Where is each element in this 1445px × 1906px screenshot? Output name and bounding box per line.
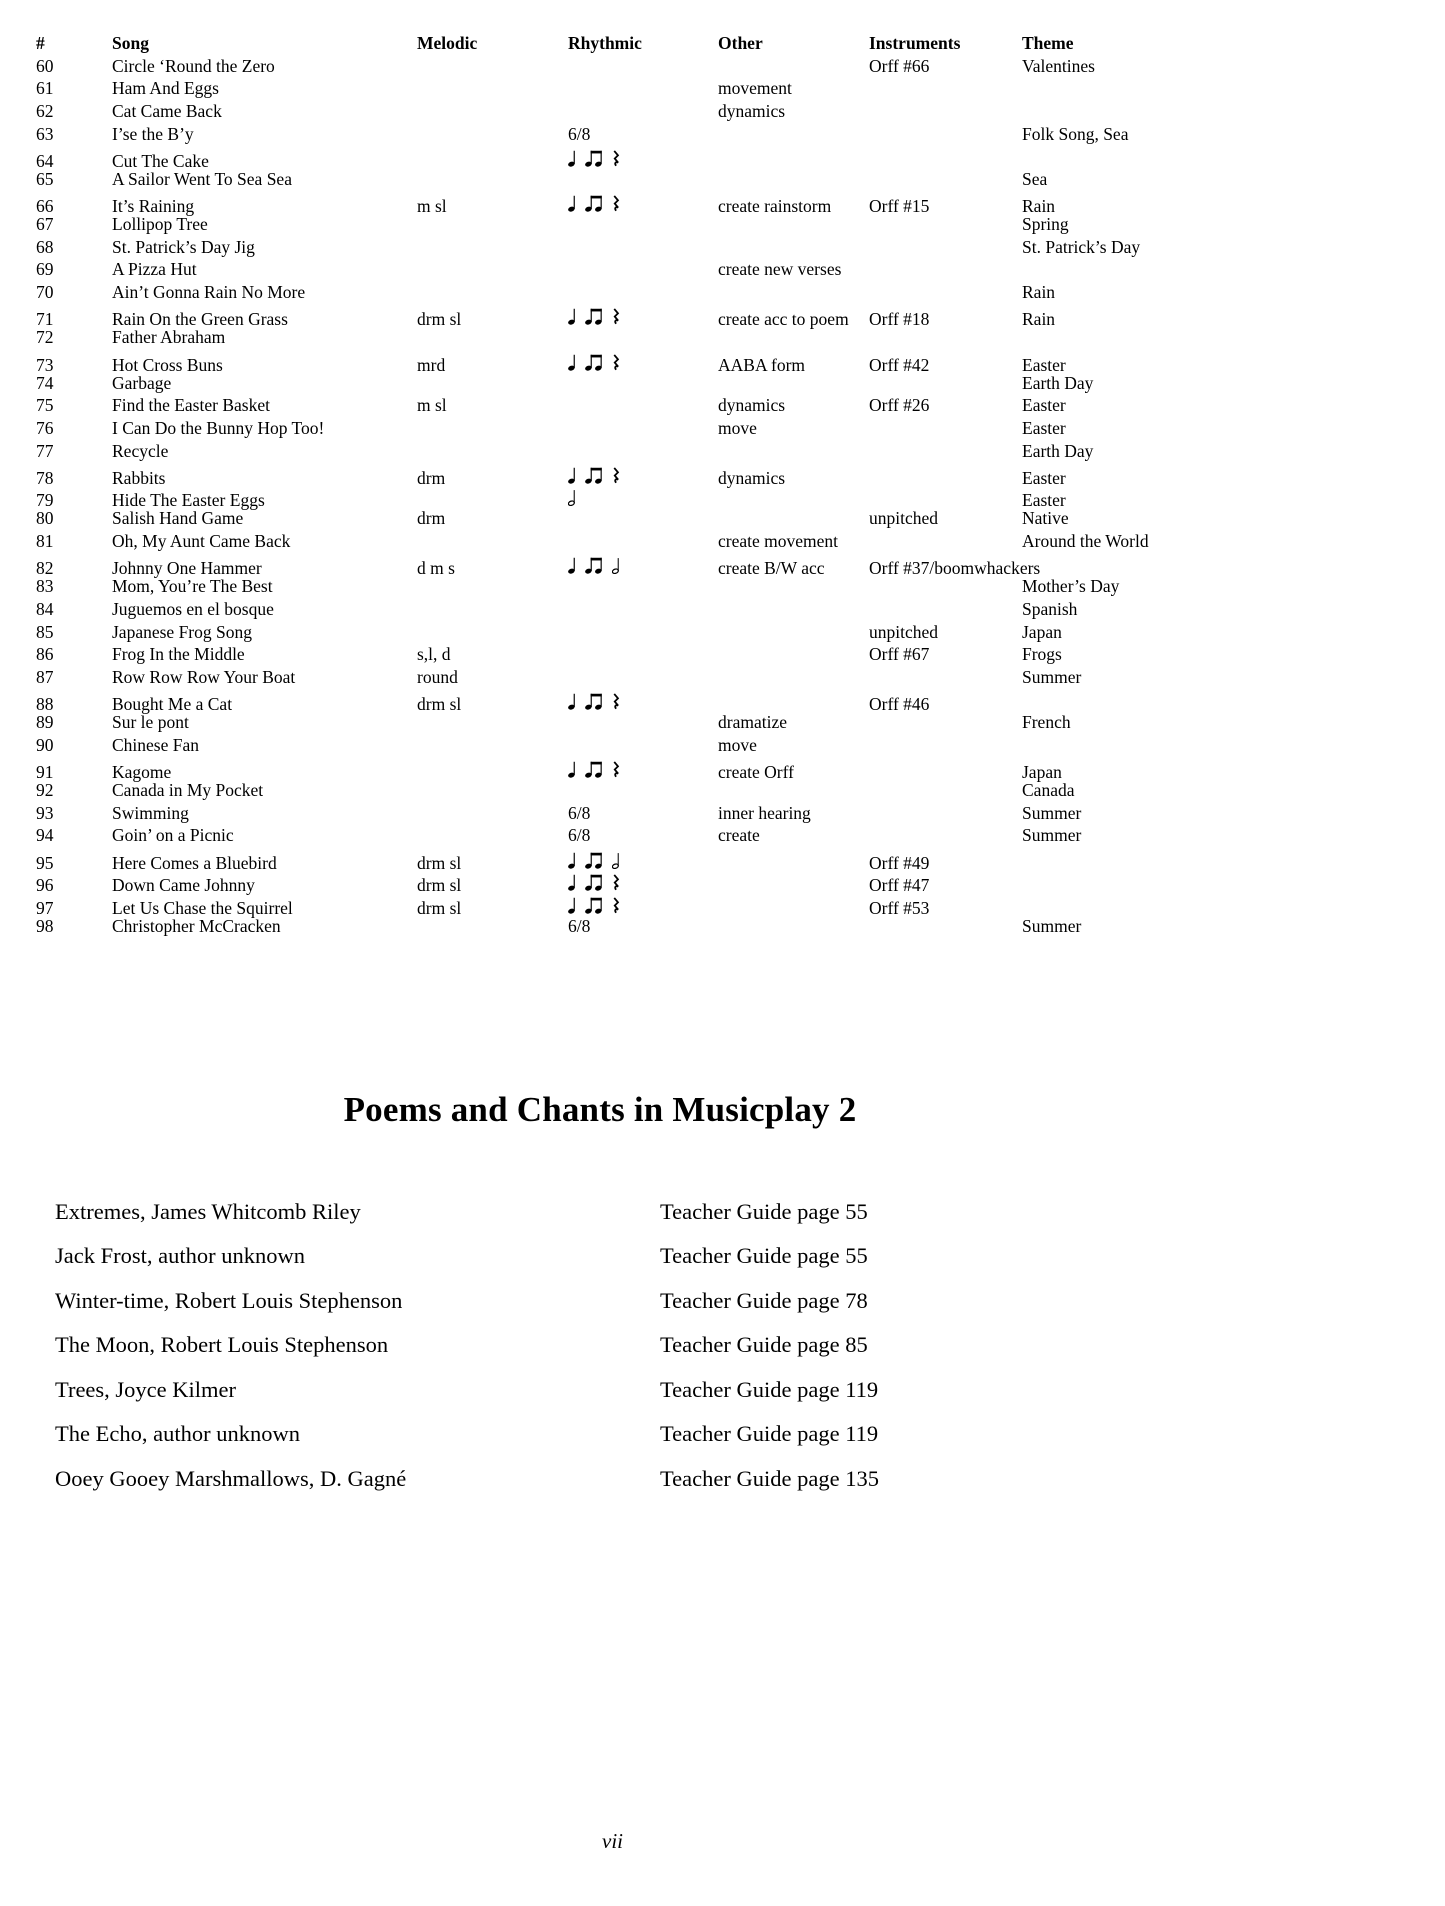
cell-other: AABA form [718, 354, 806, 375]
table-row [36, 168, 1425, 191]
cell-num: 77 [36, 440, 54, 461]
cell-theme: Sea [1022, 168, 1048, 189]
poem-page-ref: Teacher Guide page 78 [660, 1287, 868, 1313]
half-note-icon [612, 555, 620, 574]
cell-num: 67 [36, 214, 54, 235]
table-row [36, 417, 1425, 440]
cell-song-title: Johnny One Hammer [112, 558, 262, 579]
cell-theme: Easter [1022, 395, 1066, 416]
quarter-rest-icon [612, 691, 620, 710]
cell-num: 68 [36, 236, 54, 257]
cell-num: 65 [36, 168, 54, 189]
cell-song-title: Ain’t Gonna Rain No More [112, 282, 306, 303]
cell-theme: French [1022, 712, 1071, 733]
cell-rhythmic [568, 847, 718, 870]
cell-theme: Summer [1022, 666, 1082, 687]
cell-song-title: Garbage [112, 372, 172, 393]
cell-rhythmic [568, 462, 718, 485]
beamed-eighth-pair-icon [585, 306, 603, 325]
poem-page-ref: Teacher Guide page 119 [660, 1421, 879, 1447]
cell-song-title: Find the Easter Basket [112, 395, 270, 416]
songs-table-body [36, 55, 1425, 938]
cell-theme: Valentines [1022, 55, 1095, 76]
table-row [36, 77, 1425, 100]
quarter-note-icon [568, 759, 576, 778]
cell-num: 78 [36, 467, 54, 488]
cell-theme: Earth Day [1022, 372, 1094, 393]
poem-item [55, 1323, 1200, 1368]
cell-song-title: Hot Cross Buns [112, 354, 223, 375]
column-header-song: Song [112, 33, 149, 53]
poem-item [55, 1457, 1200, 1502]
cell-theme: Rain [1022, 309, 1056, 330]
column-header-theme: Theme [1022, 33, 1074, 53]
cell-song-title: Swimming [112, 802, 189, 823]
cell-song-title: St. Patrick’s Day Jig [112, 236, 255, 257]
quarter-note-icon [568, 895, 576, 914]
poem-page-ref: Teacher Guide page 119 [660, 1376, 879, 1402]
meter-signature: 6/8 [568, 123, 591, 144]
cell-theme: Easter [1022, 354, 1066, 375]
cell-theme: Summer [1022, 825, 1082, 846]
cell-num: 95 [36, 852, 54, 873]
cell-song-title: Frog In the Middle [112, 644, 245, 665]
table-row [36, 394, 1425, 417]
cell-num: 85 [36, 621, 54, 642]
column-header-rhythmic: Rhythmic [568, 33, 642, 53]
column-header-num: # [36, 33, 45, 53]
table-row [36, 145, 1425, 171]
cell-other: inner hearing [718, 802, 811, 823]
cell-rhythmic [568, 870, 718, 893]
cell-song-title: Kagome [112, 762, 172, 783]
cell-song-title: Circle ‘Round the Zero [112, 55, 275, 76]
quarter-note-icon [568, 555, 576, 574]
column-header-instruments: Instruments [869, 33, 961, 53]
cell-num: 87 [36, 666, 54, 687]
cell-num: 93 [36, 802, 54, 823]
table-row [36, 824, 1425, 847]
table-row [36, 100, 1425, 123]
quarter-rest-icon [612, 352, 620, 371]
cell-other: create [718, 825, 760, 846]
page [0, 32, 1445, 1906]
table-row [36, 757, 1425, 783]
cell-num: 62 [36, 100, 54, 121]
cell-song-title: Here Comes a Bluebird [112, 852, 277, 873]
cell-theme: Spring [1022, 214, 1069, 235]
cell-song-title: Ham And Eggs [112, 78, 219, 99]
beamed-eighth-pair-icon [585, 465, 603, 484]
cell-other: dramatize [718, 712, 787, 733]
cell-song-title: Row Row Row Your Boat [112, 666, 296, 687]
cell-instruments: Orff #15 [869, 196, 930, 217]
cell-theme: Japan [1022, 621, 1062, 642]
beamed-eighth-pair-icon [585, 193, 603, 212]
cell-rhythmic [568, 304, 718, 327]
table-row [36, 281, 1425, 304]
cell-instruments: Orff #26 [869, 395, 930, 416]
cell-instruments: Orff #18 [869, 309, 930, 330]
cell-instruments: Orff #46 [869, 694, 930, 715]
table-row [36, 666, 1425, 689]
quarter-rest-icon [612, 193, 620, 212]
cell-song-title: Canada in My Pocket [112, 780, 264, 801]
cell-theme: Easter [1022, 467, 1066, 488]
cell-theme: Folk Song, Sea [1022, 123, 1129, 144]
cell-num: 70 [36, 282, 54, 303]
cell-instruments: Orff #53 [869, 897, 930, 918]
table-row [36, 915, 1425, 938]
cell-instruments: Orff #42 [869, 354, 930, 375]
cell-song-title: Hide The Easter Eggs [112, 490, 265, 511]
cell-instruments: Orff #67 [869, 644, 930, 665]
cell-song-title: Sur le pont [112, 712, 189, 733]
cell-song-title: Rabbits [112, 467, 166, 488]
cell-instruments: Orff #66 [869, 55, 930, 76]
cell-theme: Spanish [1022, 599, 1078, 620]
cell-song-title: A Pizza Hut [112, 259, 197, 280]
cell-melodic: drm [417, 508, 446, 529]
cell-melodic: m sl [417, 196, 447, 217]
table-row [36, 123, 1425, 146]
poem-page-ref: Teacher Guide page 55 [660, 1243, 868, 1269]
cell-melodic: drm sl [417, 875, 462, 896]
cell-num: 80 [36, 508, 54, 529]
cell-song-title: Recycle [112, 440, 169, 461]
quarter-rest-icon [612, 872, 620, 891]
cell-melodic: drm sl [417, 309, 462, 330]
cell-rhythmic [568, 916, 718, 939]
cell-rhythmic [568, 825, 718, 848]
beamed-eighth-pair-icon [585, 759, 603, 778]
cell-num: 86 [36, 644, 54, 665]
cell-other: move [718, 734, 757, 755]
table-row [36, 621, 1425, 644]
cell-num: 73 [36, 354, 54, 375]
cell-song-title: Chinese Fan [112, 734, 200, 755]
quarter-rest-icon [612, 759, 620, 778]
cell-song-title: I Can Do the Bunny Hop Too! [112, 417, 325, 438]
cell-song-title: Juguemos en el bosque [112, 599, 274, 620]
cell-song-title: Salish Hand Game [112, 508, 244, 529]
meter-signature: 6/8 [568, 915, 591, 936]
cell-num: 89 [36, 712, 54, 733]
table-row [36, 711, 1425, 734]
cell-rhythmic [568, 892, 718, 915]
cell-theme: Rain [1022, 196, 1056, 217]
cell-theme: Summer [1022, 915, 1082, 936]
half-note-icon [568, 487, 576, 506]
cell-num: 92 [36, 780, 54, 801]
cell-melodic: d m s [417, 558, 455, 579]
cell-theme: Canada [1022, 780, 1075, 801]
beamed-eighth-pair-icon [585, 555, 603, 574]
cell-num: 69 [36, 259, 54, 280]
quarter-note-icon [568, 306, 576, 325]
poems-list [55, 1190, 1200, 1502]
table-row [36, 847, 1425, 873]
cell-instruments: Orff #49 [869, 852, 930, 873]
cell-rhythmic [568, 485, 718, 508]
cell-num: 63 [36, 123, 54, 144]
poem-title: Ooey Gooey Marshmallows, D. Gagné [55, 1465, 407, 1491]
cell-num: 64 [36, 150, 54, 171]
cell-num: 75 [36, 395, 54, 416]
cell-num: 94 [36, 825, 54, 846]
cell-num: 76 [36, 417, 54, 438]
poem-page-ref: Teacher Guide page 135 [660, 1465, 879, 1491]
cell-melodic: s,l, d [417, 644, 451, 665]
cell-song-title: Japanese Frog Song [112, 621, 252, 642]
poem-page-ref: Teacher Guide page 85 [660, 1332, 868, 1358]
beamed-eighth-pair-icon [585, 691, 603, 710]
quarter-note-icon [568, 850, 576, 869]
table-header-row [36, 32, 1425, 55]
cell-song-title: Father Abraham [112, 327, 226, 348]
beamed-eighth-pair-icon [585, 148, 603, 167]
meter-signature: 6/8 [568, 802, 591, 823]
table-row [36, 643, 1425, 666]
cell-rhythmic [568, 190, 718, 213]
poem-title: The Moon, Robert Louis Stephenson [55, 1332, 389, 1358]
cell-instruments: unpitched [869, 621, 939, 642]
table-row [36, 734, 1425, 757]
table-row [36, 190, 1425, 217]
cell-num: 82 [36, 558, 54, 579]
quarter-rest-icon [612, 306, 620, 325]
poem-title: Extremes, James Whitcomb Riley [55, 1198, 361, 1224]
quarter-note-icon [568, 148, 576, 167]
cell-num: 79 [36, 490, 54, 511]
column-header-melodic: Melodic [417, 33, 478, 53]
cell-rhythmic [568, 689, 718, 712]
table-row [36, 598, 1425, 621]
poem-title: Winter-time, Robert Louis Stephenson [55, 1287, 403, 1313]
cell-num: 81 [36, 531, 54, 552]
cell-song-title: Goin’ on a Picnic [112, 825, 234, 846]
table-row [36, 236, 1425, 259]
cell-other: movement [718, 78, 792, 99]
quarter-note-icon [568, 872, 576, 891]
quarter-rest-icon [612, 465, 620, 484]
cell-song-title: Bought Me a Cat [112, 694, 233, 715]
beamed-eighth-pair-icon [585, 895, 603, 914]
cell-other: create Orff [718, 762, 794, 783]
cell-melodic: m sl [417, 395, 447, 416]
cell-other: dynamics [718, 395, 786, 416]
table-row [36, 258, 1425, 281]
cell-theme: Easter [1022, 490, 1066, 511]
poem-title: Jack Frost, author unknown [55, 1243, 305, 1269]
cell-theme: Easter [1022, 417, 1066, 438]
poems-section-title: Poems and Chants in Musicplay 2 [343, 1089, 857, 1129]
cell-other: create acc to poem [718, 309, 849, 330]
cell-song-title: I’se the B’y [112, 123, 194, 144]
table-row [36, 530, 1425, 553]
quarter-note-icon [568, 465, 576, 484]
cell-theme: Frogs [1022, 644, 1062, 665]
cell-instruments: Orff #37/boomwhackers [869, 558, 1041, 579]
cell-theme: Summer [1022, 802, 1082, 823]
table-row [36, 507, 1425, 530]
table-row [36, 802, 1425, 825]
cell-num: 83 [36, 576, 54, 597]
cell-num: 60 [36, 55, 54, 76]
poem-item [55, 1190, 1200, 1235]
cell-num: 98 [36, 915, 54, 936]
cell-other: move [718, 417, 757, 438]
cell-num: 74 [36, 372, 54, 393]
songs-index-table [36, 32, 1425, 938]
column-header-other: Other [718, 33, 763, 53]
poem-item [55, 1234, 1200, 1279]
cell-num: 71 [36, 309, 54, 330]
poems-section [0, 1090, 1200, 1502]
cell-num: 90 [36, 734, 54, 755]
cell-melodic: drm [417, 467, 446, 488]
cell-num: 72 [36, 327, 54, 348]
poem-page-ref: Teacher Guide page 55 [660, 1198, 868, 1224]
cell-num: 88 [36, 694, 54, 715]
table-row [36, 349, 1425, 375]
cell-rhythmic [568, 803, 718, 826]
cell-song-title: Mom, You’re The Best [112, 576, 273, 597]
cell-melodic: mrd [417, 354, 446, 375]
half-note-icon [612, 850, 620, 869]
poem-title: The Echo, author unknown [55, 1421, 300, 1447]
quarter-rest-icon [612, 895, 620, 914]
meter-signature: 6/8 [568, 825, 591, 846]
cell-num: 96 [36, 875, 54, 896]
cell-other: dynamics [718, 467, 786, 488]
cell-other: create movement [718, 531, 839, 552]
beamed-eighth-pair-icon [585, 850, 603, 869]
cell-theme: Earth Day [1022, 440, 1094, 461]
cell-rhythmic [568, 124, 718, 147]
table-row [36, 304, 1425, 330]
poem-title: Trees, Joyce Kilmer [55, 1376, 237, 1402]
table-row [36, 553, 1425, 579]
cell-melodic: drm sl [417, 897, 462, 918]
cell-song-title: Lollipop Tree [112, 214, 208, 235]
cell-song-title: Rain On the Green Grass [112, 309, 288, 330]
cell-other: create B/W acc [718, 558, 825, 579]
table-row [36, 462, 1425, 488]
cell-melodic: drm sl [417, 694, 462, 715]
cell-song-title: Christopher McCracken [112, 915, 281, 936]
cell-song-title: Let Us Chase the Squirrel [112, 897, 293, 918]
cell-theme: Around the World [1022, 531, 1149, 552]
table-row [36, 440, 1425, 463]
cell-theme: Japan [1022, 762, 1062, 783]
quarter-note-icon [568, 193, 576, 212]
cell-instruments: unpitched [869, 508, 939, 529]
quarter-rest-icon [612, 148, 620, 167]
cell-rhythmic [568, 349, 718, 372]
beamed-eighth-pair-icon [585, 872, 603, 891]
cell-song-title: Down Came Johnny [112, 875, 255, 896]
cell-num: 97 [36, 897, 54, 918]
cell-song-title: It’s Raining [112, 196, 195, 217]
cell-other: create new verses [718, 259, 842, 280]
cell-song-title: Oh, My Aunt Came Back [112, 531, 291, 552]
cell-melodic: round [417, 666, 458, 687]
cell-theme: St. Patrick’s Day [1022, 236, 1141, 257]
cell-other: dynamics [718, 100, 786, 121]
quarter-note-icon [568, 691, 576, 710]
cell-song-title: Cut The Cake [112, 150, 209, 171]
beamed-eighth-pair-icon [585, 352, 603, 371]
cell-instruments: Orff #47 [869, 875, 930, 896]
poem-item [55, 1412, 1200, 1457]
cell-num: 84 [36, 599, 54, 620]
quarter-note-icon [568, 352, 576, 371]
cell-num: 66 [36, 196, 54, 217]
cell-melodic: drm sl [417, 852, 462, 873]
poem-item [55, 1279, 1200, 1324]
poem-item [55, 1368, 1200, 1413]
cell-rhythmic [568, 757, 718, 780]
cell-theme: Native [1022, 508, 1069, 529]
cell-theme: Rain [1022, 282, 1056, 303]
cell-song-title: Cat Came Back [112, 100, 222, 121]
page-number: vii [602, 1829, 623, 1854]
cell-rhythmic [568, 553, 718, 576]
cell-rhythmic [568, 145, 718, 168]
cell-song-title: A Sailor Went To Sea Sea [112, 168, 292, 189]
cell-num: 61 [36, 78, 54, 99]
cell-num: 91 [36, 762, 54, 783]
cell-theme: Mother’s Day [1022, 576, 1120, 597]
table-row [36, 689, 1425, 715]
cell-other: create rainstorm [718, 196, 832, 217]
table-row [36, 55, 1425, 78]
